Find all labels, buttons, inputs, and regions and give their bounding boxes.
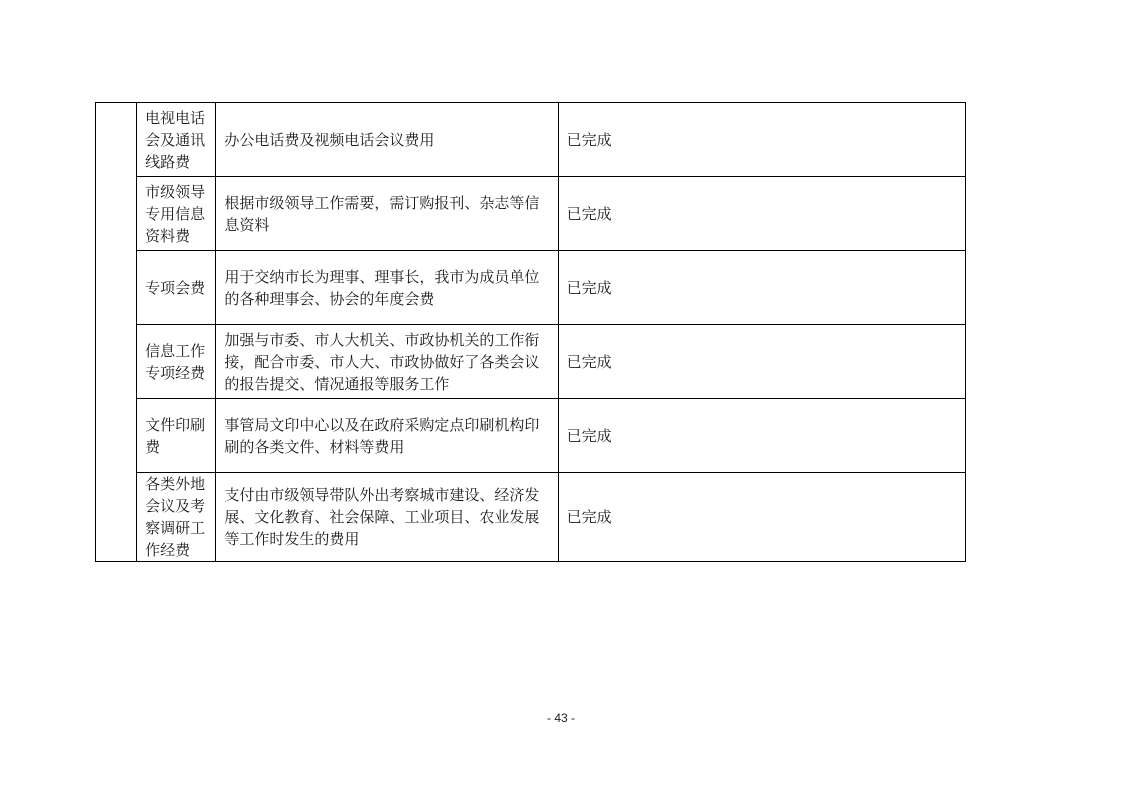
item-name-cell: 文件印刷费 (137, 399, 216, 473)
expense-table (95, 102, 966, 562)
merged-category-cell (96, 103, 137, 562)
item-status-cell: 已完成 (558, 251, 965, 325)
item-status-cell: 已完成 (558, 177, 965, 251)
item-name-cell: 各类外地会议及考察调研工作经费 (137, 473, 216, 562)
item-content-cell: 办公电话费及视频电话会议费用 (216, 103, 558, 177)
item-status-cell: 已完成 (558, 399, 965, 473)
item-status-cell: 已完成 (558, 325, 965, 399)
table-row (96, 399, 966, 473)
table-row (96, 473, 966, 562)
item-status-cell: 已完成 (558, 473, 965, 562)
table-row (96, 325, 966, 399)
item-name-cell: 信息工作专项经费 (137, 325, 216, 399)
table-row (96, 251, 966, 325)
table-row (96, 103, 966, 177)
item-content-cell: 根据市级领导工作需要，需订购报刊、杂志等信息资料 (216, 177, 558, 251)
item-name-cell: 市级领导专用信息资料费 (137, 177, 216, 251)
table-row (96, 177, 966, 251)
item-content-cell: 事管局文印中心以及在政府采购定点印刷机构印刷的各类文件、材料等费用 (216, 399, 558, 473)
item-name-cell: 专项会费 (137, 251, 216, 325)
item-status-cell: 已完成 (558, 103, 965, 177)
item-content-cell: 用于交纳市长为理事、理事长，我市为成员单位的各种理事会、协会的年度会费 (216, 251, 558, 325)
page-number: - 43 - (546, 711, 575, 725)
item-content-cell: 加强与市委、市人大机关、市政协机关的工作衔接，配合市委、市人大、市政协做好了各类会议的报告提交、情况通报等服务工作 (216, 325, 558, 399)
item-content-cell: 支付由市级领导带队外出考察城市建设、经济发展、文化教育、社会保障、工业项目、农业发展等工作时发生的费用 (216, 473, 558, 562)
item-name-cell: 电视电话会及通讯线路费 (137, 103, 216, 177)
